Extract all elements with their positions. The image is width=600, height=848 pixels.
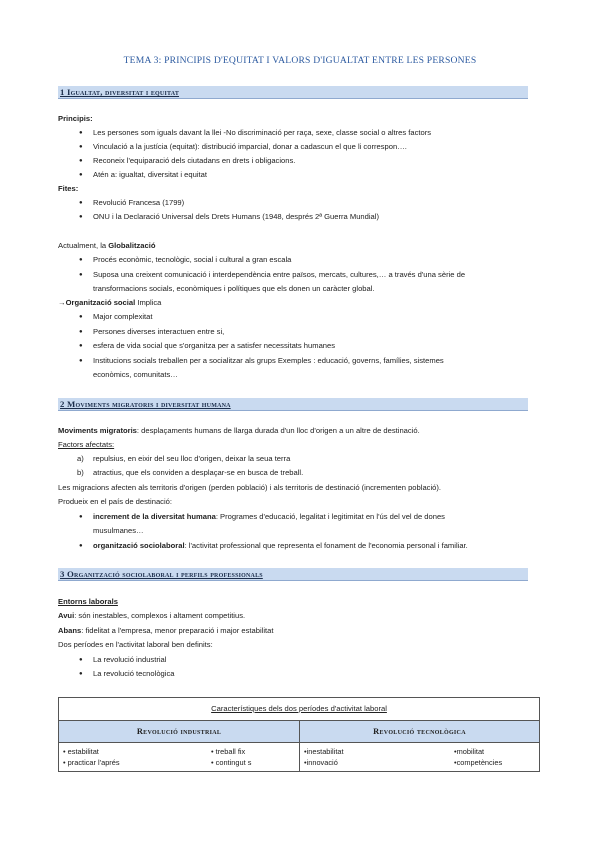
table-item: •mobilitat	[454, 747, 485, 756]
bullet: ●	[79, 144, 83, 150]
organitzacio-3: esfera de vida social que s'organitza per a satisfer necessitats humanes	[93, 341, 336, 350]
list-marker: a)	[77, 454, 84, 463]
principi-4: Atén a: igualtat, diversitat i equitat	[93, 170, 207, 179]
moviments-definition: Moviments migratoris: desplaçaments humans de llarga durada d'un lloc d'origen a un altre de destinació.	[58, 426, 420, 435]
organitzacio-4: Institucions socials treballen per a socialitzar als grups Exemples : educació, governs, famílies, sistemes	[93, 356, 444, 365]
principis-label: Principis:	[58, 114, 93, 123]
bullet: ●	[79, 200, 83, 206]
effect-1: increment de la diversitat humana: Programes d'educació, legalitat i legitimitat en l'ús del vel de dones	[93, 512, 445, 521]
effect-2: organització sociolaboral: l'activitat professional que representa el fonament de l'economia personal i familiar.	[93, 541, 468, 550]
section-3-heading-bar	[58, 568, 528, 581]
table-item: • practicar l'aprés	[63, 758, 120, 767]
table-item: • estabilitat	[63, 747, 99, 756]
globalitzacio-2: Suposa una creixent comunicació i interdependència entre països, mercats, cultures,… a través d'una sèrie de	[93, 270, 466, 279]
table-item: • treball fix	[211, 747, 246, 756]
comparison-table	[58, 697, 540, 772]
bullet: ●	[79, 358, 83, 364]
periode-2: La revolució tecnològica	[93, 669, 175, 678]
factor-1: repulsius, en eixir del seu lloc d'origen, deixar la seua terra	[93, 454, 291, 463]
table-item: •innovació	[304, 758, 338, 767]
organitzacio-4-cont: econòmics, comunitats…	[93, 370, 178, 379]
bullet: ●	[79, 314, 83, 320]
bullet: ●	[79, 514, 83, 520]
produeix-line: Produeix en el país de destinació:	[58, 497, 172, 506]
table-cell-tecnologica	[300, 743, 540, 772]
bullet: ●	[79, 158, 83, 164]
bullet: ●	[79, 543, 83, 549]
table-caption: Característiques dels dos períodes d'activitat laboral	[59, 698, 540, 721]
abans-line: Abans: fidelitat a l'empresa, menor preparació i major estabilitat	[58, 626, 274, 635]
principi-1: Les persones som iguals davant la llei -No discriminació per raça, sexe, classe social o altres factors	[93, 128, 432, 137]
table-item: •inestabilitat	[304, 747, 344, 756]
bullet: ●	[79, 130, 83, 136]
factors-label: Factors afectats:	[58, 440, 115, 449]
table-header-industrial: Revolució industrial	[59, 721, 300, 743]
table-cell-industrial	[59, 743, 300, 772]
periode-1: La revolució industrial	[93, 655, 167, 664]
section-1-heading-bar	[58, 86, 528, 99]
entorns-label: Entorns laborals	[58, 597, 118, 606]
effect-1-cont: musulmanes…	[93, 526, 144, 535]
bullet: ●	[79, 172, 83, 178]
globalitzacio-2-cont: transformacions socials, econòmiques i polítiques que els donen un caràcter global.	[93, 284, 375, 293]
avui-line: Avui: són inestables, complexos i altament competitius.	[58, 611, 246, 620]
bullet: ●	[79, 343, 83, 349]
principi-3: Reconeix l'equiparació dels ciutadans en drets i obligacions.	[93, 156, 296, 165]
bullet: ●	[79, 214, 83, 220]
section-3-heading: 3 Organització sociolaboral i perfils professionals	[60, 569, 263, 579]
bullet: ●	[79, 272, 83, 278]
bullet: ●	[79, 657, 83, 663]
globalitzacio-1: Procés econòmic, tecnològic, social i cultural a gran escala	[93, 255, 292, 264]
organitzacio-1: Major complexitat	[93, 312, 153, 321]
fita-1: Revolució Francesa (1799)	[93, 198, 185, 207]
table-header-tecnologica: Revolució tecnològica	[300, 721, 540, 743]
factor-2: atractius, que els conviden a desplaçar-se en busca de treball.	[93, 468, 304, 477]
bullet: ●	[79, 257, 83, 263]
fites-label: Fites:	[58, 184, 79, 193]
periodes-line: Dos períodes en l'activitat laboral ben definits:	[58, 640, 213, 649]
section-1-heading: 1 Igualtat, diversitat i equitat	[60, 87, 180, 97]
principi-2: Vinculació a la justícia (equitat): distribució imparcial, donar a cadascun el que li correspon….	[93, 142, 407, 151]
table-item: • contingut s	[211, 758, 252, 767]
fita-2: ONU i la Declaració Universal dels Drets Humans (1948, després 2ª Guerra Mundial)	[93, 212, 380, 221]
section-2-heading: 2 Moviments migratoris i diversitat humana	[60, 399, 231, 409]
list-marker: b)	[77, 468, 84, 477]
organitzacio-line: →Organització social Implica	[58, 298, 162, 307]
bullet: ●	[79, 329, 83, 335]
actualment-line: Actualment, la Globalització	[58, 241, 156, 250]
migracions-line: Les migracions afecten als territoris d'origen (perden població) i als territoris de destinació (incrementen població).	[58, 483, 442, 492]
document-title: TEMA 3: PRINCIPIS D'EQUITAT I VALORS D'IGUALTAT ENTRE LES PERSONES	[123, 55, 477, 66]
organitzacio-2: Persones diverses interactuen entre si,	[93, 327, 225, 336]
table-item: •competències	[454, 758, 503, 767]
section-2-heading-bar	[58, 398, 528, 411]
bullet: ●	[79, 671, 83, 677]
